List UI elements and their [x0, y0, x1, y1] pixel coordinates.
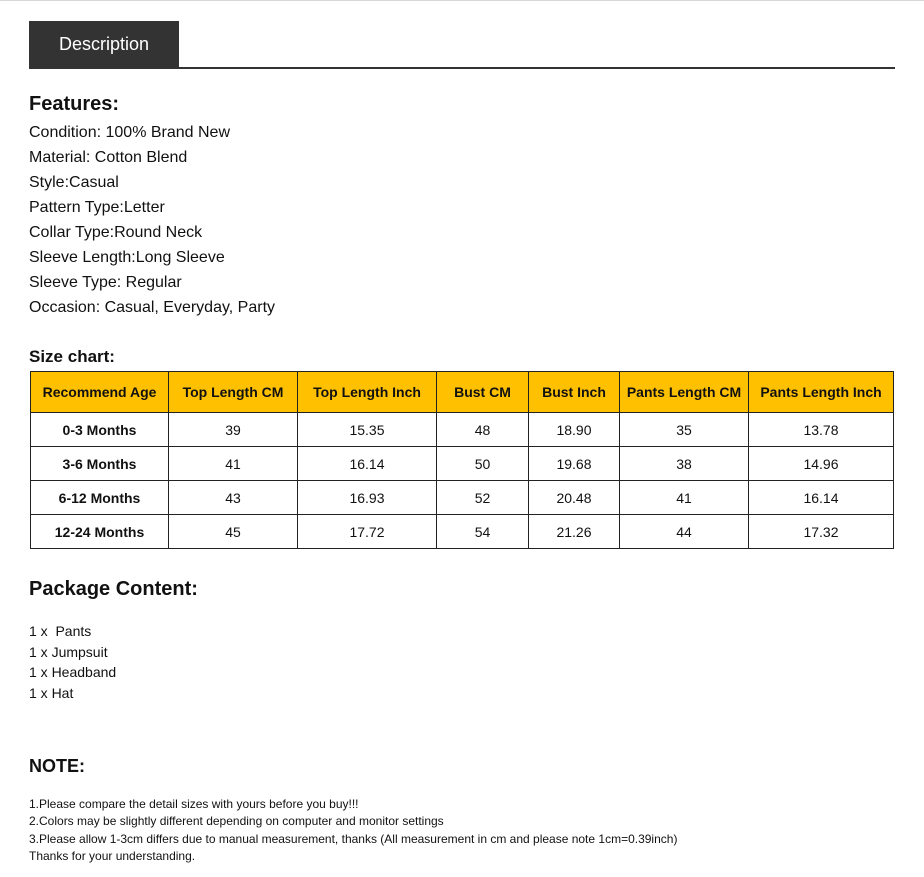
table-cell: 17.72	[298, 515, 437, 549]
table-cell: 6-12 Months	[31, 481, 169, 515]
table-cell: 16.14	[749, 481, 894, 515]
table-cell: 52	[437, 481, 529, 515]
table-cell: 20.48	[529, 481, 620, 515]
size-chart-table	[30, 371, 894, 549]
column-header-pants-length-inch: Pants Length Inch	[749, 372, 894, 413]
column-header-pants-length-cm: Pants Length CM	[620, 372, 749, 413]
feature-sleeve-type: Sleeve Type: Regular	[29, 274, 182, 291]
table-cell: 39	[169, 413, 298, 447]
table-cell: 17.32	[749, 515, 894, 549]
feature-style: Style:Casual	[29, 174, 119, 191]
features-title: Features:	[29, 93, 120, 115]
tab-description[interactable]: Description	[29, 21, 179, 67]
feature-condition: Condition: 100% Brand New	[29, 124, 231, 141]
package-item: 1 x Pants	[29, 623, 92, 639]
table-cell: 38	[620, 447, 749, 481]
feature-material: Material: Cotton Blend	[29, 149, 188, 166]
table-row	[31, 515, 894, 549]
table-cell: 0-3 Months	[31, 413, 169, 447]
table-row	[31, 413, 894, 447]
column-header-top-length-cm: Top Length CM	[169, 372, 298, 413]
features-list	[29, 120, 275, 320]
note-item: 3.Please allow 1-3cm differs due to manual measurement, thanks (All measurement in cm and please note 1cm=0.39inch)	[29, 831, 678, 846]
feature-pattern-type: Pattern Type:Letter	[29, 199, 165, 216]
package-content-list	[29, 621, 116, 703]
table-cell: 3-6 Months	[31, 447, 169, 481]
table-cell: 50	[437, 447, 529, 481]
table-cell: 48	[437, 413, 529, 447]
column-header-bust-cm: Bust CM	[437, 372, 529, 413]
table-cell: 43	[169, 481, 298, 515]
column-header-top-length-inch: Top Length Inch	[298, 372, 437, 413]
table-cell: 54	[437, 515, 529, 549]
note-title: NOTE:	[29, 756, 85, 776]
table-cell: 21.26	[529, 515, 620, 549]
table-cell: 16.93	[298, 481, 437, 515]
note-item: 2.Colors may be slightly different depending on computer and monitor settings	[29, 814, 444, 829]
feature-collar-type: Collar Type:Round Neck	[29, 224, 203, 241]
column-header-recommend-age: Recommend Age	[31, 372, 169, 413]
size-chart-title: Size chart:	[29, 347, 115, 366]
package-item: 1 x Headband	[29, 664, 117, 680]
table-cell: 19.68	[529, 447, 620, 481]
table-cell: 41	[620, 481, 749, 515]
note-item: Thanks for your understanding.	[29, 848, 196, 863]
table-cell: 16.14	[298, 447, 437, 481]
table-cell: 14.96	[749, 447, 894, 481]
tab-bar	[29, 21, 895, 69]
table-header-row	[31, 372, 894, 413]
note-list	[29, 796, 677, 865]
table-cell: 35	[620, 413, 749, 447]
feature-occasion: Occasion: Casual, Everyday, Party	[29, 299, 276, 316]
column-header-bust-inch: Bust Inch	[529, 372, 620, 413]
table-row	[31, 481, 894, 515]
package-item: 1 x Hat	[29, 684, 74, 701]
table-cell: 12-24 Months	[31, 515, 169, 549]
package-content-title: Package Content:	[29, 578, 198, 600]
feature-sleeve-length: Sleeve Length:Long Sleeve	[29, 249, 225, 266]
note-item: 1.Please compare the detail sizes with yours before you buy!!!	[29, 797, 359, 811]
table-cell: 18.90	[529, 413, 620, 447]
table-cell: 44	[620, 515, 749, 549]
table-row	[31, 447, 894, 481]
table-cell: 15.35	[298, 413, 437, 447]
table-cell: 13.78	[749, 413, 894, 447]
table-cell: 45	[169, 515, 298, 549]
package-item: 1 x Jumpsuit	[29, 643, 108, 660]
table-cell: 41	[169, 447, 298, 481]
